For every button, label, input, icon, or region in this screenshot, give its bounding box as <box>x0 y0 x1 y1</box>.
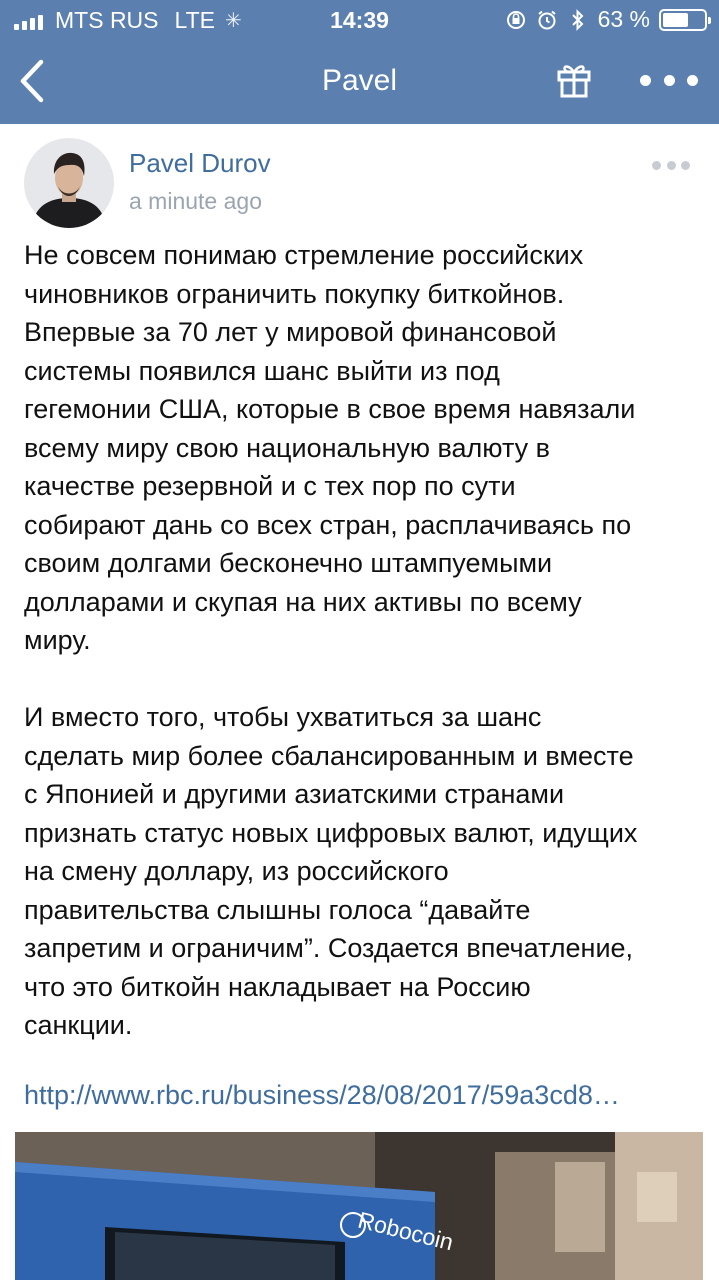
post-text-line: Впервые за 70 лет у мировой финансовой <box>24 317 557 347</box>
gift-icon <box>556 60 592 100</box>
post-text-line: качестве резервной и с тех пор по сути <box>24 471 516 501</box>
link-preview-image[interactable] <box>15 1132 703 1280</box>
signal-bars-icon <box>14 12 43 30</box>
battery-percent-label: 63 % <box>597 6 650 32</box>
post-text <box>24 236 704 1045</box>
app-header <box>0 0 719 124</box>
status-bar <box>0 0 719 40</box>
gift-button[interactable] <box>556 60 592 100</box>
post-text-line: миру. <box>24 625 91 655</box>
wall-post <box>0 124 719 1280</box>
status-time: 14:39 <box>330 7 389 33</box>
post-text-line: сделать мир более сбалансированным и вместе <box>24 740 634 771</box>
post-options-dot <box>667 161 676 170</box>
battery-icon <box>659 9 707 31</box>
more-options-button[interactable] <box>640 68 698 92</box>
back-button[interactable] <box>12 58 52 104</box>
post-options-dot <box>681 161 690 170</box>
post-text-line: Не совсем понимаю стремление российских <box>24 240 584 270</box>
navigation-bar <box>0 40 719 124</box>
post-text-line: гегемонии США, которые в свое время навязали <box>24 394 636 424</box>
loading-spinner-icon: ✳ <box>224 10 242 32</box>
carrier-label: MTS RUS <box>55 7 159 33</box>
author-name-link[interactable]: Pavel Durov <box>129 148 271 178</box>
post-timestamp: a minute ago <box>129 188 262 214</box>
post-text-line: И вместо того, чтобы ухватиться за шанс <box>24 702 542 732</box>
post-text-line: всему миру свою национальную валюту в <box>24 432 550 463</box>
post-text-line: с Японией и другими азиатскими странами <box>24 779 565 809</box>
post-options-button[interactable] <box>652 158 690 172</box>
page-title: Pavel <box>321 64 398 97</box>
post-text-line: системы появился шанс выйти из под <box>24 355 500 386</box>
bluetooth-icon <box>567 8 589 32</box>
chevron-left-icon <box>19 59 45 103</box>
more-horizontal-icon-dot <box>687 75 698 86</box>
post-text-line: собирают дань со всех стран, расплачиваясь по <box>24 509 632 540</box>
post-text-line: признать статус новых цифровых валют, идущих <box>24 817 638 848</box>
more-horizontal-icon-dot <box>640 75 651 86</box>
status-bar-right <box>505 6 707 33</box>
alarm-clock-icon <box>536 8 558 32</box>
author-avatar[interactable] <box>24 138 114 228</box>
status-bar-left <box>14 7 242 34</box>
post-text-line: санкции. <box>24 1010 133 1040</box>
network-type-label: LTE <box>174 7 215 33</box>
post-text-line: запретим и ограничим”. Создается впечатление, <box>24 933 634 963</box>
post-text-line: что это биткойн накладывает на Россию <box>24 971 531 1002</box>
post-options-dot <box>652 161 661 170</box>
external-link[interactable]: http://www.rbc.ru/business/28/08/2017/59a3cd8… <box>24 1080 620 1110</box>
orientation-lock-icon <box>505 8 527 32</box>
post-text-line: чиновников ограничить покупку биткойнов. <box>24 278 565 309</box>
post-text-line: долларами и скупая на них активы по всему <box>24 586 582 617</box>
post-text-line: на смену доллару, из российского <box>24 856 449 886</box>
paragraph-gap <box>24 660 704 699</box>
attachment-brand-label: Robocoin <box>355 1206 457 1256</box>
post-text-line: своим долгами бесконечно штампуемыми <box>24 548 553 578</box>
battery-level-fill <box>663 13 688 27</box>
more-horizontal-icon-dot <box>664 75 675 86</box>
post-text-line: правительства слышны голоса “давайте <box>24 894 531 925</box>
